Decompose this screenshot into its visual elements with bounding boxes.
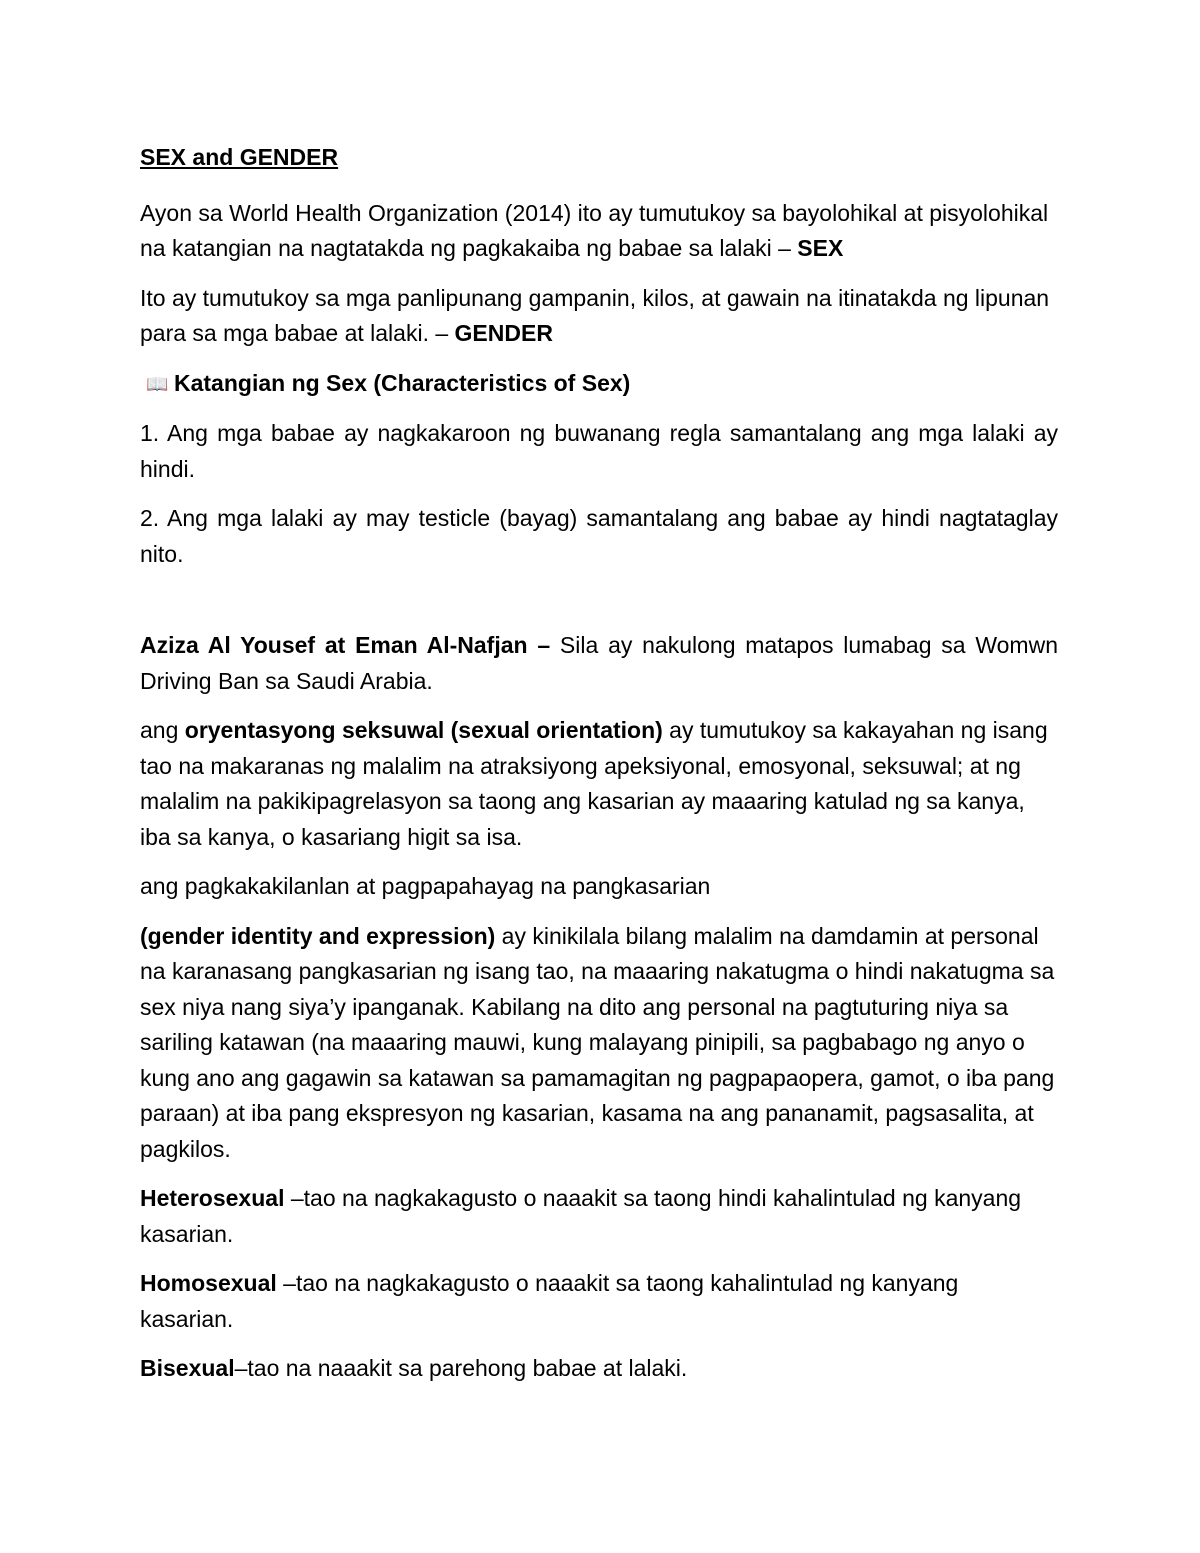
paragraph-text: Ito ay tumutukoy sa mga panlipunang gampanin, kilos, at gawain na itinatakda ng lipunan para sa mga babae at lalaki. – — [140, 284, 1050, 346]
paragraph-text: –tao na nagkakagusto o naaakit sa taong hindi kahalintulad ng kanyang kasarian. — [140, 1185, 1022, 1247]
paragraph-aziza — [140, 628, 1058, 699]
term-homosexual: Homosexual — [140, 1270, 277, 1296]
paragraph-sex-definition — [140, 196, 1058, 267]
book-icon: 📖 — [146, 373, 169, 394]
section-heading-text: Katangian ng Sex (Characteristics of Sex) — [174, 369, 631, 396]
paragraph-text: ay tumutukoy sa kakayahan ng isang tao na makaranas ng malalim na atraksiyong apeksiyonal, emosyonal, seksuwal; at ng malalim na pakikipagrelasyon sa taong ang kasarian ay maaaring katulad ng sa kanya, iba sa kanya, o kasariang higit sa isa. — [140, 717, 1048, 850]
document-title: SEX and GENDER — [140, 144, 339, 170]
paragraph-gender-identity — [140, 919, 1058, 1168]
term-heterosexual: Heterosexual — [140, 1185, 285, 1211]
bold-names: Aziza Al Yousef at Eman Al-Nafjan – — [140, 632, 551, 658]
paragraph-homosexual — [140, 1266, 1058, 1337]
paragraph-text: Sila ay nakulong matapos lumabag sa Womwn Driving Ban sa Saudi Arabia. — [140, 632, 1058, 694]
paragraph-text: Ayon sa World Health Organization (2014) ito ay tumutukoy sa bayolohikal at pisyolohikal na katangian na nagtatakda ng pagkakaiba ng babae sa lalaki – — [140, 199, 1049, 261]
term-sexual-orientation: oryentasyong seksuwal (sexual orientation) — [184, 717, 663, 743]
paragraph-sexual-orientation — [140, 713, 1058, 855]
list-item: 1. Ang mga babae ay nagkakaroon ng buwanang regla samantalang ang mga lalaki ay hindi. — [140, 420, 1058, 482]
paragraph-heterosexual — [140, 1181, 1058, 1252]
term-bisexual: Bisexual — [140, 1355, 235, 1381]
term-gender: GENDER — [454, 320, 553, 346]
term-sex: SEX — [797, 235, 844, 261]
section-heading — [140, 366, 1058, 403]
list-item: 2. Ang mga lalaki ay may testicle (bayag) samantalang ang babae ay hindi nagtataglay nito. — [140, 505, 1058, 567]
document-page — [140, 140, 1058, 1401]
paragraph-text: –tao na nagkakagusto o naaakit sa taong kahalintulad ng kanyang kasarian. — [140, 1270, 959, 1332]
paragraph-text: ay kinikilala bilang malalim na damdamin at personal na karanasang pangkasarian ng isang tao, na maaaring nakatugma o hindi nakatugma sa sex niya nang siya’y ipanganak. Kabilang na dito ang personal na pagtuturing niya sa sariling katawan (na maaaring mauwi, kung malayang pinipili, sa pagbabago ng anyo o kung ano ang gagawin sa katawan sa pamamagitan ng pagpapaopera, gamot, o iba pang paraan) at iba pang ekspresyon ng kasarian, kasama na ang pananamit, pagsasalita, at pagkilos. — [140, 922, 1055, 1162]
paragraph-identity-intro: ang pagkakakilanlan at pagpapahayag na pangkasarian — [140, 873, 711, 899]
paragraph-text: –tao na naaakit sa parehong babae at lalaki. — [234, 1355, 688, 1381]
paragraph-gender-definition — [140, 281, 1058, 352]
paragraph-bisexual — [140, 1351, 1058, 1387]
paragraph-prefix: ang — [140, 717, 185, 743]
term-gender-identity: (gender identity and expression) — [140, 922, 496, 949]
